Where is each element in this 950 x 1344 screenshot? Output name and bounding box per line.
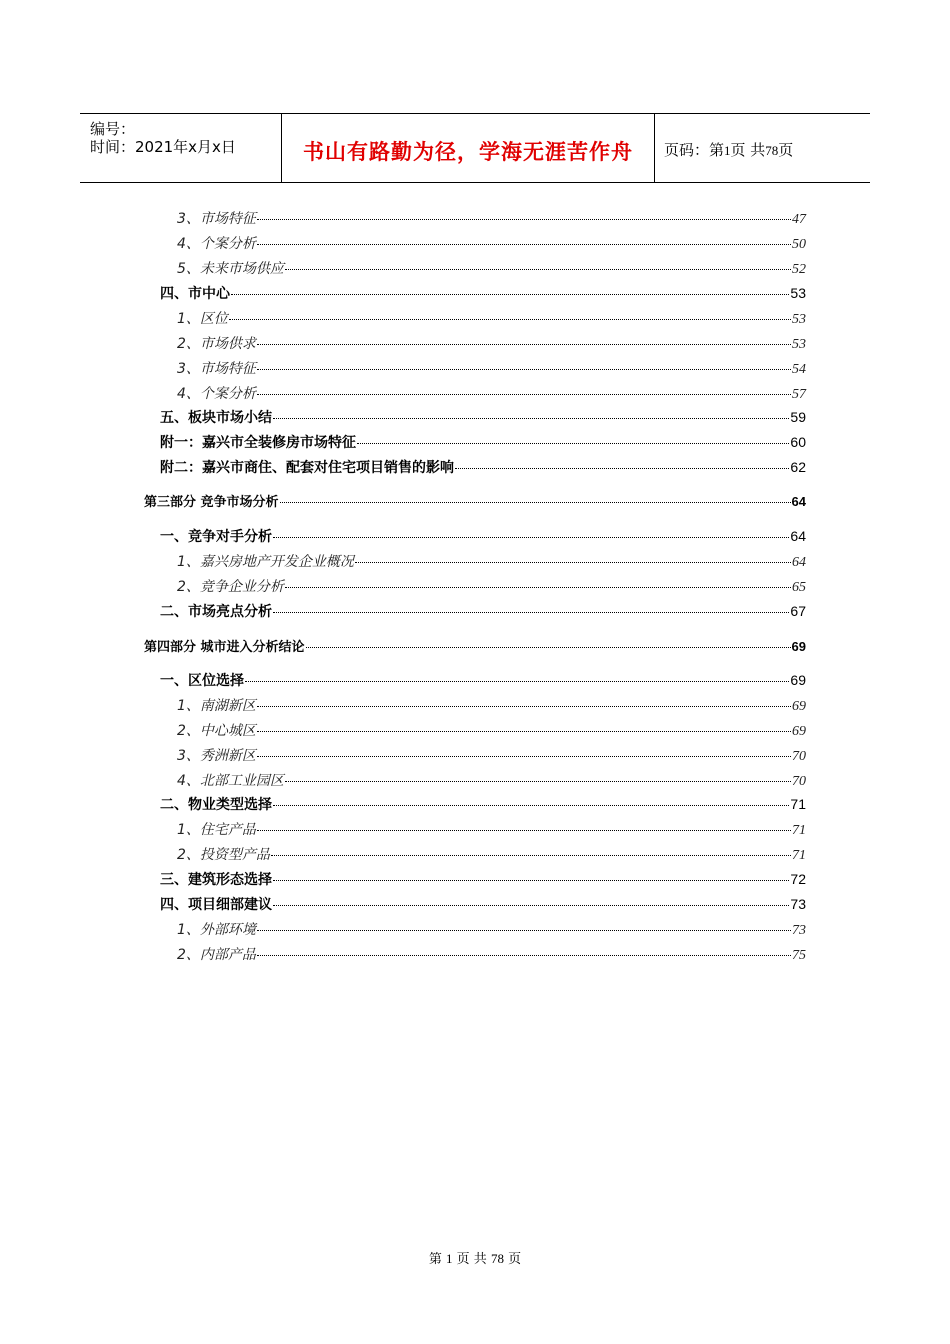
toc-entry-title: 2、内部产品 xyxy=(177,947,256,963)
toc-entry[interactable] xyxy=(177,770,806,790)
toc-entry-page-number: 75 xyxy=(792,948,806,963)
toc-entry-page-number: 50 xyxy=(792,237,806,252)
header-page-prefix: 页码：第 xyxy=(664,141,725,159)
toc-entry[interactable] xyxy=(160,457,806,477)
toc-entry[interactable] xyxy=(177,258,806,278)
toc-entry-page-number: 52 xyxy=(792,262,806,277)
toc-entry-page-number: 73 xyxy=(790,896,806,912)
toc-entry-page-number: 70 xyxy=(792,774,806,789)
toc-leader-dots xyxy=(306,647,791,648)
toc-entry-page-number: 64 xyxy=(791,494,806,509)
toc-entry[interactable] xyxy=(177,233,806,253)
toc-leader-dots xyxy=(273,537,789,538)
footer-suffix: 页 xyxy=(508,1252,522,1267)
header-page-current: 1 xyxy=(724,143,731,158)
toc-entry-title: 1、外部环境 xyxy=(177,922,256,938)
toc-entry[interactable] xyxy=(160,407,806,427)
toc-entry[interactable] xyxy=(177,358,806,378)
toc-entry-title: 2、中心城区 xyxy=(177,723,256,739)
header-page-mid: 页 共 xyxy=(730,141,766,159)
toc-entry-page-number: 60 xyxy=(790,434,806,450)
toc-entry-title: 2、投资型产品 xyxy=(177,847,270,863)
toc-entry[interactable] xyxy=(144,491,806,510)
toc-entry-page-number: 62 xyxy=(790,459,806,475)
toc-leader-dots xyxy=(455,468,789,469)
toc-entry-page-number: 59 xyxy=(790,409,806,425)
toc-entry[interactable] xyxy=(177,819,806,839)
toc-entry-page-number: 73 xyxy=(792,923,806,938)
toc-entry-title: 五、板块市场小结 xyxy=(160,410,272,426)
toc-entry[interactable] xyxy=(177,208,806,228)
toc-leader-dots xyxy=(273,805,789,806)
toc-leader-dots xyxy=(257,955,791,956)
toc-entry[interactable] xyxy=(144,636,806,655)
toc-leader-dots xyxy=(285,781,791,782)
toc-entry-title: 附一：嘉兴市全装修房市场特征 xyxy=(160,435,356,451)
toc-entry[interactable] xyxy=(177,745,806,765)
toc-entry-page-number: 71 xyxy=(792,848,806,863)
toc-entry-page-number: 47 xyxy=(792,212,806,227)
toc-leader-dots xyxy=(355,562,791,563)
toc-entry-title: 一、区位选择 xyxy=(160,673,244,689)
toc-entry[interactable] xyxy=(160,670,806,690)
toc-entry-title: 第四部分 城市进入分析结论 xyxy=(144,640,305,655)
document-date-label: 时间：2021年x月x日 xyxy=(90,138,236,156)
toc-entry-page-number: 53 xyxy=(790,285,806,301)
footer-page-current: 1 xyxy=(446,1251,453,1266)
toc-leader-dots xyxy=(257,731,791,732)
toc-entry-title: 4、个案分析 xyxy=(177,236,256,252)
toc-entry-page-number: 71 xyxy=(792,823,806,838)
toc-entry[interactable] xyxy=(177,720,806,740)
toc-entry[interactable] xyxy=(177,944,806,964)
toc-leader-dots xyxy=(273,905,789,906)
toc-entry-title: 1、南湖新区 xyxy=(177,698,256,714)
footer-prefix: 第 xyxy=(428,1252,442,1267)
toc-leader-dots xyxy=(273,418,789,419)
toc-entry[interactable] xyxy=(160,794,806,814)
toc-entry-title: 1、区位 xyxy=(177,311,228,327)
toc-entry-title: 3、市场特征 xyxy=(177,361,256,377)
toc-entry-page-number: 72 xyxy=(790,871,806,887)
toc-entry-title: 四、项目细部建议 xyxy=(160,897,272,913)
toc-leader-dots xyxy=(273,612,789,613)
footer-page-total: 78 xyxy=(490,1251,504,1266)
toc-entry-title: 2、竞争企业分析 xyxy=(177,579,284,595)
toc-entry-title: 第三部分 竞争市场分析 xyxy=(144,495,279,510)
toc-entry-title: 四、市中心 xyxy=(160,286,230,302)
toc-entry[interactable] xyxy=(177,383,806,403)
toc-entry[interactable] xyxy=(160,526,806,546)
toc-entry[interactable] xyxy=(177,308,806,328)
header-page-total: 78 xyxy=(765,143,779,158)
toc-leader-dots xyxy=(273,880,789,881)
toc-entry[interactable] xyxy=(177,844,806,864)
toc-entry-title: 三、建筑形态选择 xyxy=(160,872,272,888)
page-footer xyxy=(0,1248,950,1267)
toc-leader-dots xyxy=(271,855,791,856)
toc-entry-title: 3、市场特征 xyxy=(177,211,256,227)
toc-entry[interactable] xyxy=(160,869,806,889)
toc-leader-dots xyxy=(257,930,791,931)
toc-entry-title: 1、嘉兴房地产开发企业概况 xyxy=(177,554,354,570)
toc-entry-page-number: 64 xyxy=(792,555,806,570)
toc-entry-page-number: 54 xyxy=(792,362,806,377)
toc-entry[interactable] xyxy=(177,576,806,596)
toc-leader-dots xyxy=(257,344,791,345)
document-number-label: 编号： xyxy=(90,120,136,138)
toc-entry-page-number: 65 xyxy=(792,580,806,595)
toc-entry-page-number: 53 xyxy=(792,312,806,327)
toc-entry-title: 二、物业类型选择 xyxy=(160,797,272,813)
toc-entry-page-number: 71 xyxy=(790,796,806,812)
toc-entry-page-number: 69 xyxy=(792,699,806,714)
toc-leader-dots xyxy=(285,269,791,270)
toc-entry-title: 3、秀洲新区 xyxy=(177,748,256,764)
toc-leader-dots xyxy=(280,502,791,503)
toc-entry-page-number: 69 xyxy=(791,639,806,654)
toc-leader-dots xyxy=(257,244,791,245)
toc-entry-title: 1、住宅产品 xyxy=(177,822,256,838)
toc-entry-page-number: 70 xyxy=(792,749,806,764)
toc-entry[interactable] xyxy=(160,894,806,914)
toc-entry[interactable] xyxy=(160,432,806,452)
toc-leader-dots xyxy=(245,681,789,682)
toc-entry-page-number: 69 xyxy=(790,672,806,688)
toc-entry-title: 4、个案分析 xyxy=(177,386,256,402)
toc-entry[interactable] xyxy=(177,695,806,715)
toc-entry-page-number: 57 xyxy=(792,387,806,402)
toc-entry-title: 2、市场供求 xyxy=(177,336,256,352)
toc-leader-dots xyxy=(257,830,791,831)
toc-entry-page-number: 69 xyxy=(792,724,806,739)
toc-entry-title: 二、市场亮点分析 xyxy=(160,604,272,620)
toc-leader-dots xyxy=(257,394,791,395)
toc-entry-title: 4、北部工业园区 xyxy=(177,773,284,789)
toc-entry-title: 附二：嘉兴市商住、配套对住宅项目销售的影响 xyxy=(160,460,454,476)
toc-leader-dots xyxy=(257,219,791,220)
toc-entry-page-number: 67 xyxy=(790,603,806,619)
toc-entry[interactable] xyxy=(177,333,806,353)
toc-entry[interactable] xyxy=(160,601,806,621)
toc-entry-page-number: 64 xyxy=(790,528,806,544)
toc-leader-dots xyxy=(229,319,791,320)
toc-leader-dots xyxy=(257,756,791,757)
toc-leader-dots xyxy=(285,587,791,588)
toc-entry[interactable] xyxy=(160,283,806,303)
toc-entry-title: 一、竞争对手分析 xyxy=(160,529,272,545)
toc-entry[interactable] xyxy=(177,919,806,939)
header-motto: 书山有路勤为径，学海无涯苦作舟 xyxy=(303,140,633,164)
toc-leader-dots xyxy=(257,706,791,707)
footer-mid: 页 共 xyxy=(456,1252,487,1267)
toc-entry-page-number: 53 xyxy=(792,337,806,352)
toc-entry[interactable] xyxy=(177,551,806,571)
toc-leader-dots xyxy=(357,443,789,444)
toc-entry-title: 5、未来市场供应 xyxy=(177,261,284,277)
header-page-suffix: 页 xyxy=(778,141,794,159)
toc-leader-dots xyxy=(257,369,791,370)
toc-leader-dots xyxy=(231,294,789,295)
